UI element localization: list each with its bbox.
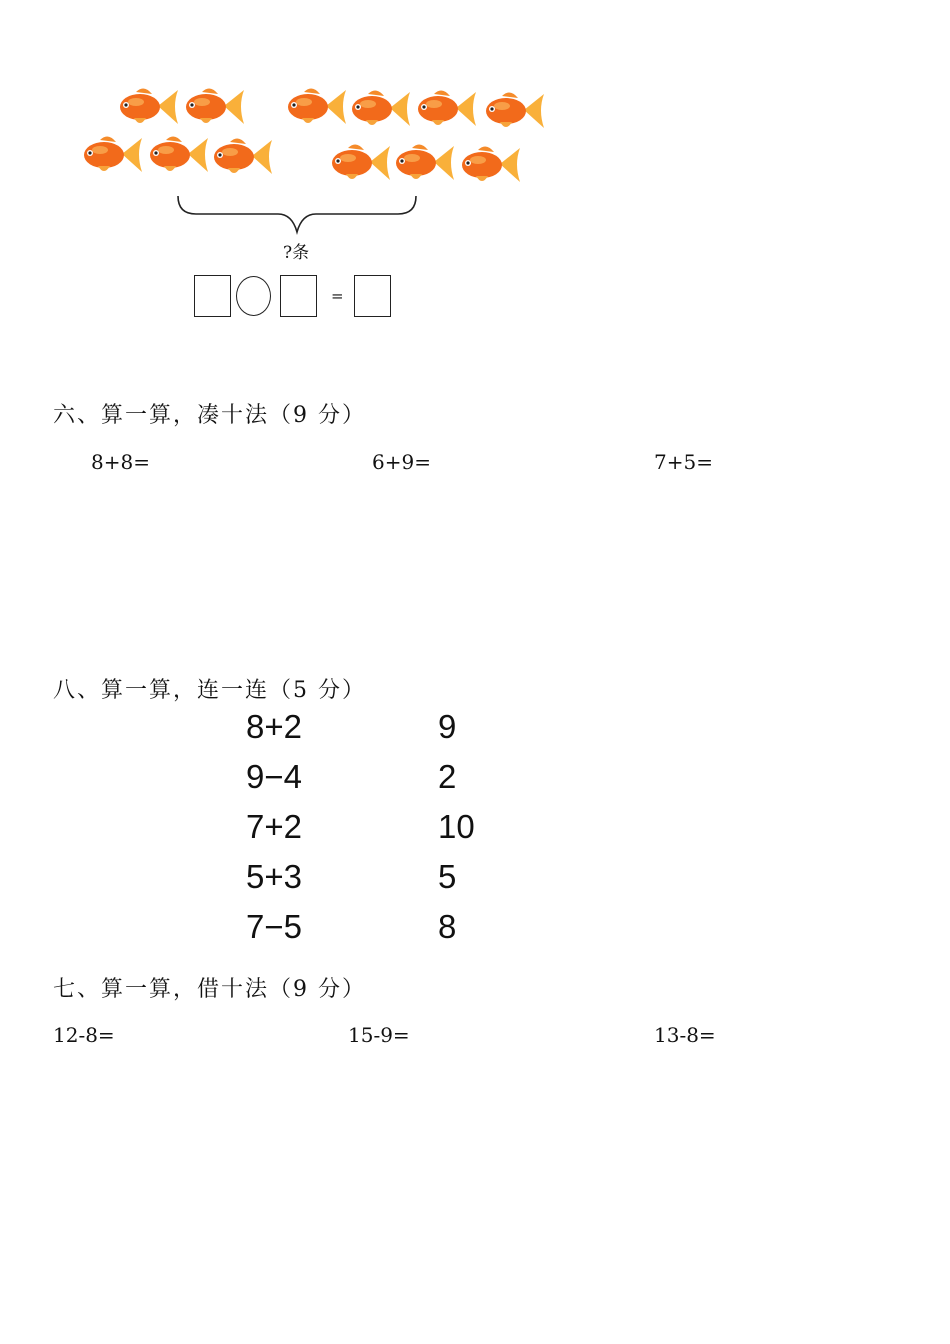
curly-brace (174, 192, 420, 236)
goldfish-icon (456, 142, 522, 188)
problem-item: 6+9= (372, 450, 431, 474)
goldfish-icon (114, 84, 180, 130)
goldfish-icon (390, 140, 456, 186)
section-heading: 七、算一算，借十法（9 分） (53, 977, 366, 1002)
expression-item[interactable]: 7−5 (246, 908, 302, 945)
section-heading: 六、算一算，凑十法（9 分） (53, 403, 366, 428)
expression-item[interactable]: 7+2 (246, 808, 302, 845)
answer-item[interactable]: 5 (438, 858, 457, 895)
goldfish-icon (346, 86, 412, 132)
problem-item: 7+5= (654, 450, 713, 474)
goldfish-icon (412, 86, 478, 132)
goldfish-icon (78, 132, 144, 178)
goldfish-icon (144, 132, 210, 178)
goldfish-icon (282, 84, 348, 130)
question-label: ?条 (283, 243, 310, 263)
result-box[interactable] (354, 275, 391, 317)
expression-item[interactable]: 9−4 (246, 758, 302, 795)
answer-item[interactable]: 9 (438, 708, 457, 745)
equals-sign: = (331, 287, 344, 305)
problem-item: 12-8= (53, 1023, 115, 1047)
operator-circle[interactable] (236, 276, 271, 316)
answer-box[interactable] (194, 275, 231, 317)
expression-item[interactable]: 5+3 (246, 858, 302, 895)
goldfish-icon (180, 84, 246, 130)
problem-item: 15-9= (348, 1023, 410, 1047)
answer-box[interactable] (280, 275, 317, 317)
problem-item: 8+8= (91, 450, 150, 474)
goldfish-icon (208, 134, 274, 180)
goldfish-icon (480, 88, 546, 134)
section-heading: 八、算一算，连一连（5 分） (53, 678, 366, 703)
goldfish-icon (326, 140, 392, 186)
answer-item[interactable]: 8 (438, 908, 457, 945)
answer-item[interactable]: 10 (438, 808, 475, 845)
problem-item: 13-8= (654, 1023, 716, 1047)
answer-item[interactable]: 2 (438, 758, 457, 795)
expression-item[interactable]: 8+2 (246, 708, 302, 745)
